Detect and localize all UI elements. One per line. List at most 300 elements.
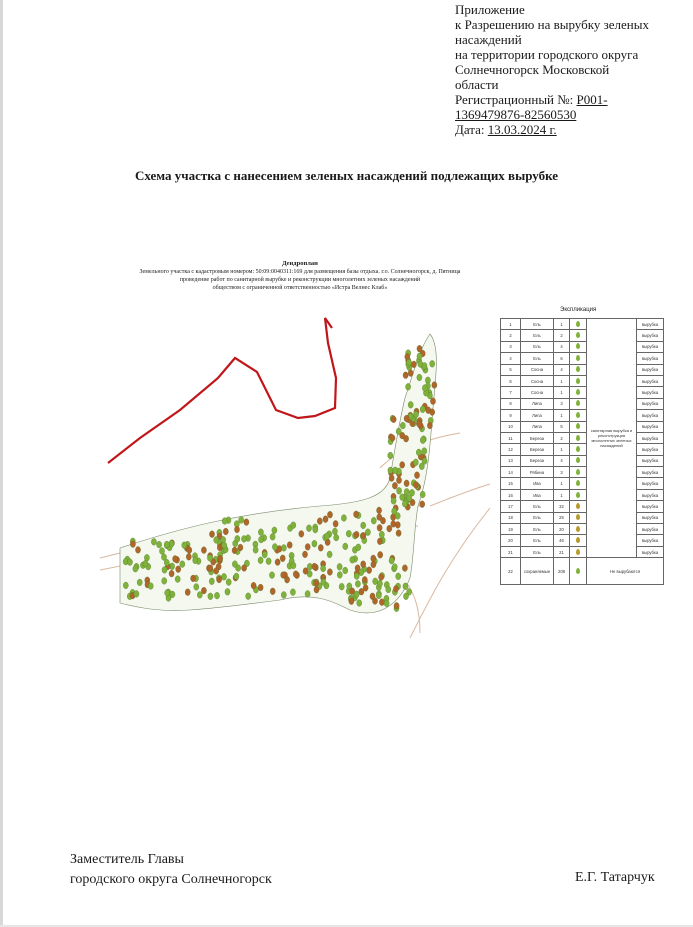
tree-marker xyxy=(235,535,240,542)
registration-number-part2: 1369479876-82560530 xyxy=(455,107,577,122)
legend-tree-icon xyxy=(570,467,587,478)
legend-row xyxy=(501,410,664,421)
tree-marker xyxy=(280,555,285,562)
legend-count: 3 xyxy=(554,398,570,409)
tree-marker xyxy=(290,589,295,596)
legend-count: 20 xyxy=(554,524,570,535)
legend-count: 3 xyxy=(554,467,570,478)
legend-row xyxy=(501,501,664,512)
tree-marker xyxy=(420,406,425,413)
tree-marker xyxy=(334,534,339,541)
tree-icon xyxy=(576,355,580,361)
tree-icon xyxy=(576,435,580,441)
tree-marker xyxy=(182,542,187,549)
tree-marker xyxy=(396,428,401,435)
legend-row xyxy=(501,319,664,330)
tree-marker xyxy=(391,514,396,521)
legend-number: 15 xyxy=(501,478,521,489)
signer-title-line: городского округа Солнечногорск xyxy=(70,872,272,887)
tree-marker xyxy=(321,579,326,586)
legend-tree-icon xyxy=(570,558,587,585)
scheme-title: Дендроплан xyxy=(282,260,318,267)
tree-marker xyxy=(197,592,202,599)
tree-marker xyxy=(400,462,405,469)
legend-tree-icon xyxy=(570,353,587,364)
tree-marker xyxy=(191,575,196,582)
tree-marker xyxy=(281,572,286,579)
registration-number-part1: P001- xyxy=(576,92,608,107)
tree-marker xyxy=(222,518,227,525)
appendix-line: на территории городского округа xyxy=(455,47,639,62)
tree-marker xyxy=(402,565,407,572)
tree-marker xyxy=(327,511,332,518)
tree-marker xyxy=(318,544,323,551)
appendix-line: насаждений xyxy=(455,32,522,47)
legend-tree-icon xyxy=(570,398,587,409)
legend-row xyxy=(501,341,664,352)
legend-species: Береза xyxy=(521,444,554,455)
tree-marker xyxy=(420,437,425,444)
legend-count: 21 xyxy=(554,546,570,557)
tree-marker xyxy=(392,508,397,515)
tree-marker xyxy=(281,545,286,552)
legend-number: 5 xyxy=(501,364,521,375)
tree-marker xyxy=(333,520,338,527)
tree-marker xyxy=(408,401,413,408)
legend-number: 12 xyxy=(501,444,521,455)
tree-icon xyxy=(576,423,580,429)
tree-marker xyxy=(422,448,427,455)
tree-marker xyxy=(404,415,409,422)
tree-icon xyxy=(576,446,580,452)
legend-action: вырубка xyxy=(637,398,664,409)
tree-marker xyxy=(194,584,199,591)
tree-marker xyxy=(396,573,401,580)
legend-tree-icon xyxy=(570,330,587,341)
tree-marker xyxy=(327,569,332,576)
legend-count: 1 xyxy=(554,387,570,398)
legend-row xyxy=(501,524,664,535)
tree-marker xyxy=(209,531,214,538)
tree-marker xyxy=(209,578,214,585)
tree-marker xyxy=(169,570,174,577)
legend-row xyxy=(501,421,664,432)
legend-species: Сосна xyxy=(521,387,554,398)
legend-action: вырубка xyxy=(637,432,664,443)
tree-marker xyxy=(293,571,298,578)
legend-row xyxy=(501,398,664,409)
tree-marker xyxy=(394,602,399,609)
tree-marker xyxy=(419,463,424,470)
tree-marker xyxy=(127,559,132,566)
tree-marker xyxy=(214,592,219,599)
tree-marker xyxy=(388,467,393,474)
tree-marker xyxy=(343,543,348,550)
legend-tree-icon xyxy=(570,410,587,421)
legend-tree-icon xyxy=(570,535,587,546)
tree-marker xyxy=(291,562,296,569)
tree-marker xyxy=(258,529,263,536)
registration-label: Регистрационный №: xyxy=(455,92,574,107)
date-line xyxy=(455,122,687,137)
legend-row xyxy=(501,489,664,500)
tree-marker xyxy=(165,590,170,597)
legend-count: 2 xyxy=(554,330,570,341)
tree-marker xyxy=(377,524,382,531)
tree-marker xyxy=(157,541,162,548)
tree-marker xyxy=(402,500,407,507)
legend-species: Ель xyxy=(521,319,554,330)
tree-marker xyxy=(251,582,256,589)
legend-species: Ель xyxy=(521,353,554,364)
legend-action: вырубка xyxy=(637,341,664,352)
legend-action: вырубка xyxy=(637,330,664,341)
legend-action: вырубка xyxy=(637,512,664,523)
appendix-line: Солнечногорск Московской xyxy=(455,62,610,77)
legend-number: 18 xyxy=(501,512,521,523)
tree-marker xyxy=(238,544,243,551)
tree-marker xyxy=(370,593,375,600)
tree-marker xyxy=(417,374,422,381)
tree-marker xyxy=(214,568,219,575)
tree-marker xyxy=(404,488,409,495)
legend-species: Липа xyxy=(521,398,554,409)
tree-icon xyxy=(576,412,580,418)
tree-icon xyxy=(576,514,580,520)
tree-marker xyxy=(389,557,394,564)
tree-icon xyxy=(576,457,580,463)
legend-number: 6 xyxy=(501,375,521,386)
tree-marker xyxy=(185,589,190,596)
legend-species: Береза xyxy=(521,455,554,466)
legend-species: Сосна xyxy=(521,375,554,386)
legend-tree-icon xyxy=(570,501,587,512)
legend-number: 16 xyxy=(501,489,521,500)
legend-species: Ель xyxy=(521,512,554,523)
legend-count: 1 xyxy=(554,489,570,500)
legend-row xyxy=(501,330,664,341)
legend-tree-icon xyxy=(570,364,587,375)
legend-species: Липа xyxy=(521,421,554,432)
tree-marker xyxy=(305,544,310,551)
tree-marker xyxy=(354,573,359,580)
legend-species: Ель xyxy=(521,330,554,341)
tree-marker xyxy=(176,566,181,573)
tree-marker xyxy=(341,515,346,522)
tree-marker xyxy=(408,370,413,377)
tree-marker xyxy=(379,574,384,581)
tree-marker xyxy=(407,495,412,502)
tree-marker xyxy=(306,525,311,532)
tree-marker xyxy=(403,372,408,379)
tree-marker xyxy=(137,579,142,586)
legend-row xyxy=(501,467,664,478)
tree-marker xyxy=(389,475,394,482)
tree-marker xyxy=(313,526,318,533)
tree-marker xyxy=(413,459,418,466)
legend-action: вырубка xyxy=(637,501,664,512)
tree-marker xyxy=(430,398,435,405)
appendix-line: к Разрешению на вырубку зеленых xyxy=(455,17,649,32)
legend-count: 25 xyxy=(554,512,570,523)
tree-marker xyxy=(214,537,219,544)
tree-marker xyxy=(225,588,230,595)
tree-marker xyxy=(302,551,307,558)
tree-marker xyxy=(420,491,425,498)
tree-marker xyxy=(164,559,169,566)
tree-marker xyxy=(355,581,360,588)
tree-marker xyxy=(314,586,319,593)
legend-species: Ель xyxy=(521,546,554,557)
tree-marker xyxy=(226,579,231,586)
tree-marker xyxy=(379,599,384,606)
legend-number: 11 xyxy=(501,432,521,443)
legend-action: вырубка xyxy=(637,410,664,421)
legend-species: Ель xyxy=(521,535,554,546)
tree-marker xyxy=(234,573,239,580)
tree-icon xyxy=(576,503,580,509)
legend-row xyxy=(501,353,664,364)
tree-marker xyxy=(391,498,396,505)
tree-marker xyxy=(299,531,304,538)
tree-marker xyxy=(427,422,432,429)
legend-group-label: санитарная вырубка и реконструкция многолетних зеленых насаждений xyxy=(587,319,637,558)
page-left-edge xyxy=(0,0,3,927)
tree-marker xyxy=(269,572,274,579)
tree-marker xyxy=(371,561,376,568)
tree-marker xyxy=(376,592,381,599)
legend-species: сохраняемые xyxy=(521,558,554,585)
tree-marker xyxy=(175,576,180,583)
tree-marker xyxy=(180,561,185,568)
tree-marker xyxy=(391,416,396,423)
legend-tree-icon xyxy=(570,341,587,352)
tree-marker xyxy=(363,585,368,592)
tree-marker xyxy=(337,563,342,570)
legend-action: вырубка xyxy=(637,455,664,466)
legend-tree-icon xyxy=(570,319,587,330)
tree-marker xyxy=(151,538,156,545)
scheme-caption-line: обществом с ограниченной ответственностью «Истра Велнес Клаб» xyxy=(212,285,388,291)
tree-icon xyxy=(576,332,580,338)
tree-marker xyxy=(232,561,237,568)
tree-marker xyxy=(396,477,401,484)
tree-icon xyxy=(576,568,580,574)
tree-marker xyxy=(354,591,359,598)
legend-number: 2 xyxy=(501,330,521,341)
tree-icon xyxy=(576,378,580,384)
tree-marker xyxy=(420,501,425,508)
tree-marker xyxy=(272,544,277,551)
legend-row xyxy=(501,478,664,489)
legend-species: Ель xyxy=(521,501,554,512)
tree-marker xyxy=(173,556,178,563)
tree-icon xyxy=(576,537,580,543)
legend-action: вырубка xyxy=(637,387,664,398)
tree-marker xyxy=(377,538,382,545)
tree-icon xyxy=(576,400,580,406)
tree-marker xyxy=(244,519,249,526)
tree-marker xyxy=(377,580,382,587)
legend-tree-icon xyxy=(570,546,587,557)
tree-marker xyxy=(162,567,167,574)
tree-icon xyxy=(576,492,580,498)
tree-marker xyxy=(123,582,128,589)
tree-marker xyxy=(218,555,223,562)
signer-name: Е.Г. Татарчук xyxy=(575,870,655,885)
tree-marker xyxy=(396,530,401,537)
legend-row xyxy=(501,432,664,443)
tree-icon xyxy=(576,321,580,327)
tree-marker xyxy=(392,564,397,571)
legend-action: вырубка xyxy=(637,353,664,364)
tree-marker xyxy=(332,528,337,535)
tree-marker xyxy=(275,559,280,566)
tree-marker xyxy=(416,449,421,456)
tree-icon xyxy=(576,526,580,532)
legend-count: 6 xyxy=(554,353,570,364)
tree-marker xyxy=(413,482,418,489)
tree-marker xyxy=(323,516,328,523)
tree-marker xyxy=(388,452,393,459)
tree-marker xyxy=(367,567,372,574)
legend-number: 10 xyxy=(501,421,521,432)
legend-row xyxy=(501,444,664,455)
legend-count: 1 xyxy=(554,478,570,489)
tree-marker xyxy=(270,533,275,540)
legend-action: вырубка xyxy=(637,444,664,455)
tree-marker xyxy=(413,411,418,418)
legend-count: 4 xyxy=(554,455,570,466)
tree-marker xyxy=(242,565,247,572)
scheme-caption-line: Земельного участка с кадастровым номером: 50:09:0040311:169 для размещения базы отдыха. г.о. Солнечногорск, д. Пятница xyxy=(139,269,461,275)
legend-number: 14 xyxy=(501,467,521,478)
legend-number: 17 xyxy=(501,501,521,512)
legend-tree-icon xyxy=(570,489,587,500)
legend-count: 32 xyxy=(554,501,570,512)
tree-marker xyxy=(291,522,296,529)
tree-marker xyxy=(406,359,411,366)
tree-marker xyxy=(186,553,191,560)
tree-marker xyxy=(403,583,408,590)
legend-keep-label: Не вырубаются xyxy=(587,558,664,585)
tree-marker xyxy=(356,544,361,551)
legend-row xyxy=(501,364,664,375)
legend-species: Липа xyxy=(521,410,554,421)
tree-marker xyxy=(377,514,382,521)
legend-count: 208 xyxy=(554,558,570,585)
scheme-caption-line: проведение работ по санитарной вырубке и реконструкции многолетних зеленых насаждений xyxy=(179,277,421,283)
tree-marker xyxy=(287,542,292,549)
tree-marker xyxy=(327,551,332,558)
legend-tree-icon xyxy=(570,375,587,386)
legend-action: вырубка xyxy=(637,467,664,478)
legend-species: Ель xyxy=(521,524,554,535)
tree-marker xyxy=(217,576,222,583)
legend-action: вырубка xyxy=(637,421,664,432)
tree-marker xyxy=(339,583,344,590)
tree-marker xyxy=(246,593,251,600)
tree-marker xyxy=(262,551,267,558)
tree-marker xyxy=(414,472,419,479)
document-heading: Схема участка с нанесением зеленых насаждений подлежащих вырубке xyxy=(134,168,559,183)
legend-number: 4 xyxy=(501,353,521,364)
legend-tree-icon xyxy=(570,512,587,523)
tree-marker xyxy=(411,361,416,368)
tree-icon xyxy=(576,480,580,486)
tree-marker xyxy=(253,547,258,554)
tree-marker xyxy=(337,572,342,579)
tree-marker xyxy=(317,518,322,525)
tree-marker xyxy=(162,578,167,585)
appendix-line: области xyxy=(455,77,499,92)
tree-marker xyxy=(258,557,263,564)
legend-number: 22 xyxy=(501,558,521,585)
legend-count: 46 xyxy=(554,535,570,546)
tree-marker xyxy=(232,547,237,554)
tree-marker xyxy=(354,531,359,538)
tree-marker xyxy=(312,563,317,570)
tree-marker xyxy=(321,565,326,572)
tree-marker xyxy=(259,536,264,543)
tree-marker xyxy=(432,382,437,389)
tree-marker xyxy=(426,407,431,414)
tree-marker xyxy=(386,586,391,593)
tree-marker xyxy=(362,576,367,583)
appendix-line: Приложение xyxy=(455,2,525,17)
legend-number: 21 xyxy=(501,546,521,557)
legend-number: 7 xyxy=(501,387,521,398)
legend-row xyxy=(501,387,664,398)
tree-marker xyxy=(393,585,398,592)
legend-row xyxy=(501,535,664,546)
tree-marker xyxy=(312,540,317,547)
tree-marker xyxy=(350,556,355,563)
tree-marker xyxy=(359,569,364,576)
legend-number: 19 xyxy=(501,524,521,535)
tree-marker xyxy=(371,555,376,562)
tree-marker xyxy=(417,353,422,360)
tree-marker xyxy=(373,578,378,585)
tree-marker xyxy=(144,554,149,561)
legend-action: вырубка xyxy=(637,375,664,386)
registration-line xyxy=(455,92,687,107)
signer-title xyxy=(70,850,272,890)
legend-tree-icon xyxy=(570,455,587,466)
date-value: 13.03.2024 г. xyxy=(487,122,557,137)
tree-marker xyxy=(390,435,395,442)
tree-marker xyxy=(130,541,135,548)
tree-marker xyxy=(361,561,366,568)
tree-marker xyxy=(343,567,348,574)
legend-row xyxy=(501,455,664,466)
tree-marker xyxy=(403,593,408,600)
tree-marker xyxy=(400,494,405,501)
date-label: Дата: xyxy=(455,122,485,137)
legend-species: Береза xyxy=(521,432,554,443)
legend-row xyxy=(501,512,664,523)
tree-marker xyxy=(133,565,138,572)
tree-marker xyxy=(223,528,228,535)
tree-marker xyxy=(393,467,398,474)
tree-marker xyxy=(371,517,376,524)
legend-count: 2 xyxy=(554,432,570,443)
tree-marker xyxy=(234,526,239,533)
tree-marker xyxy=(148,583,153,590)
legend-keep-row xyxy=(501,558,664,585)
tree-marker xyxy=(357,600,362,607)
tree-marker xyxy=(187,547,192,554)
